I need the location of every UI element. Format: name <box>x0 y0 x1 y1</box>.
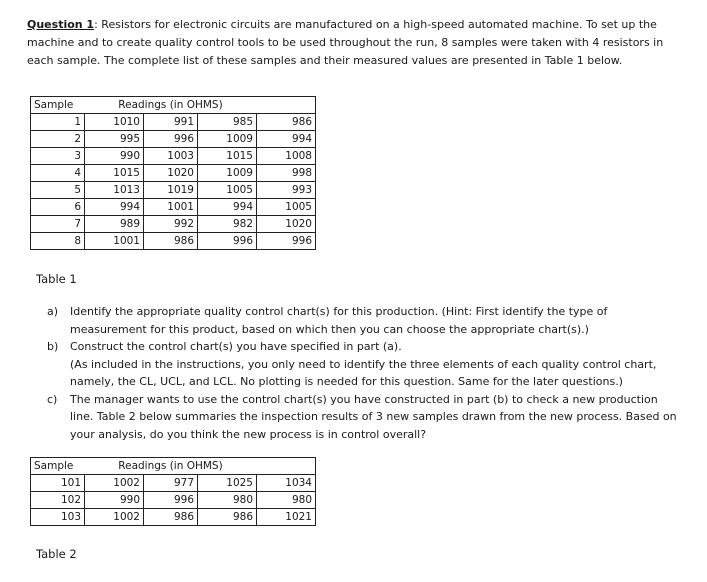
table-1-body <box>31 114 316 250</box>
sample-cell: 6 <box>31 199 85 216</box>
reading-cell: 1001 <box>85 233 144 250</box>
part-b-text: Construct the control chart(s) you have specified in part (a). <box>70 340 402 353</box>
reading-cell: 1005 <box>257 199 316 216</box>
table-1 <box>30 96 316 250</box>
reading-cell: 1009 <box>198 165 257 182</box>
reading-cell: 991 <box>144 114 198 131</box>
reading-cell: 990 <box>85 492 144 509</box>
table-2-header-readings: Readings (in OHMS) <box>85 458 257 475</box>
part-a-text: Identify the appropriate quality control chart(s) for this production. (Hint: First identify the type of measurement for this product, based on which then you can choose the appropriate chart(s).) <box>70 305 608 336</box>
sample-cell: 8 <box>31 233 85 250</box>
reading-cell: 1008 <box>257 148 316 165</box>
sample-cell: 1 <box>31 114 85 131</box>
reading-cell: 993 <box>257 182 316 199</box>
reading-cell: 985 <box>198 114 257 131</box>
sample-cell: 4 <box>31 165 85 182</box>
reading-cell: 977 <box>144 475 198 492</box>
reading-cell: 986 <box>257 114 316 131</box>
question-intro <box>27 16 682 70</box>
reading-cell: 1019 <box>144 182 198 199</box>
reading-cell: 1001 <box>144 199 198 216</box>
reading-cell: 1020 <box>257 216 316 233</box>
table-2-header-sample: Sample <box>31 458 85 475</box>
question-label: Question 1 <box>27 18 95 31</box>
reading-cell: 986 <box>144 233 198 250</box>
reading-cell: 980 <box>198 492 257 509</box>
question-parts <box>47 303 682 443</box>
reading-cell: 1003 <box>144 148 198 165</box>
part-c <box>47 391 682 444</box>
table-row <box>31 199 316 216</box>
table-row <box>31 182 316 199</box>
reading-cell: 982 <box>198 216 257 233</box>
table-row <box>31 475 316 492</box>
reading-cell: 994 <box>198 199 257 216</box>
reading-cell: 986 <box>144 509 198 526</box>
question-text: : Resistors for electronic circuits are manufactured on a high-speed automated machine. To set up the machine and to create quality control tools to be used throughout the run, 8 samples were taken with 4 resistors in each sample. The complete list of these samples and their measured values are presented in Table 1 below. <box>27 18 664 67</box>
table-row <box>31 165 316 182</box>
sample-cell: 7 <box>31 216 85 233</box>
table-row <box>31 114 316 131</box>
reading-cell: 1021 <box>257 509 316 526</box>
table-row <box>31 492 316 509</box>
sample-cell: 103 <box>31 509 85 526</box>
table-row <box>31 131 316 148</box>
table-2-body <box>31 475 316 526</box>
reading-cell: 1002 <box>85 475 144 492</box>
part-c-text: The manager wants to use the control chart(s) you have constructed in part (b) to check a new production line. Table 2 below summaries the inspection results of 3 new samples drawn from the new process. Based on your analysis, do you think the new process is in control overall? <box>70 392 677 441</box>
table-row <box>31 216 316 233</box>
reading-cell: 1005 <box>198 182 257 199</box>
reading-cell: 980 <box>257 492 316 509</box>
table-row <box>31 509 316 526</box>
table-1-header-readings: Readings (in OHMS) <box>85 97 257 114</box>
reading-cell: 989 <box>85 216 144 233</box>
reading-cell: 996 <box>144 492 198 509</box>
sample-cell: 2 <box>31 131 85 148</box>
sample-cell: 5 <box>31 182 85 199</box>
reading-cell: 1015 <box>198 148 257 165</box>
reading-cell: 996 <box>144 131 198 148</box>
sample-cell: 102 <box>31 492 85 509</box>
reading-cell: 994 <box>85 199 144 216</box>
reading-cell: 992 <box>144 216 198 233</box>
sample-cell: 101 <box>31 475 85 492</box>
reading-cell: 1015 <box>85 165 144 182</box>
reading-cell: 1002 <box>85 509 144 526</box>
reading-cell: 1020 <box>144 165 198 182</box>
table-2-header <box>31 458 316 475</box>
reading-cell: 995 <box>85 131 144 148</box>
table-1-caption: Table 1 <box>36 272 77 286</box>
reading-cell: 996 <box>257 233 316 250</box>
table-2 <box>30 457 316 526</box>
part-c-label: c) <box>47 392 58 406</box>
reading-cell: 998 <box>257 165 316 182</box>
part-b-label: b) <box>47 340 59 353</box>
part-b <box>47 338 682 356</box>
table-row <box>31 148 316 165</box>
table-row <box>31 233 316 250</box>
part-a <box>47 303 682 338</box>
reading-cell: 1010 <box>85 114 144 131</box>
reading-cell: 1009 <box>198 131 257 148</box>
reading-cell: 1025 <box>198 475 257 492</box>
table-2-caption: Table 2 <box>36 547 77 561</box>
table-1-header <box>31 97 316 114</box>
reading-cell: 1034 <box>257 475 316 492</box>
reading-cell: 996 <box>198 233 257 250</box>
part-b-note <box>47 356 682 391</box>
sample-cell: 3 <box>31 148 85 165</box>
part-a-label: a) <box>47 305 59 318</box>
reading-cell: 1013 <box>85 182 144 199</box>
reading-cell: 986 <box>198 509 257 526</box>
table-1-header-sample: Sample <box>31 97 85 114</box>
reading-cell: 994 <box>257 131 316 148</box>
part-b-note-text: (As included in the instructions, you only need to identify the three elements of each quality control chart, namely, the CL, UCL, and LCL. No plotting is needed for this question. Same for the later questions.) <box>70 357 657 388</box>
reading-cell: 990 <box>85 148 144 165</box>
